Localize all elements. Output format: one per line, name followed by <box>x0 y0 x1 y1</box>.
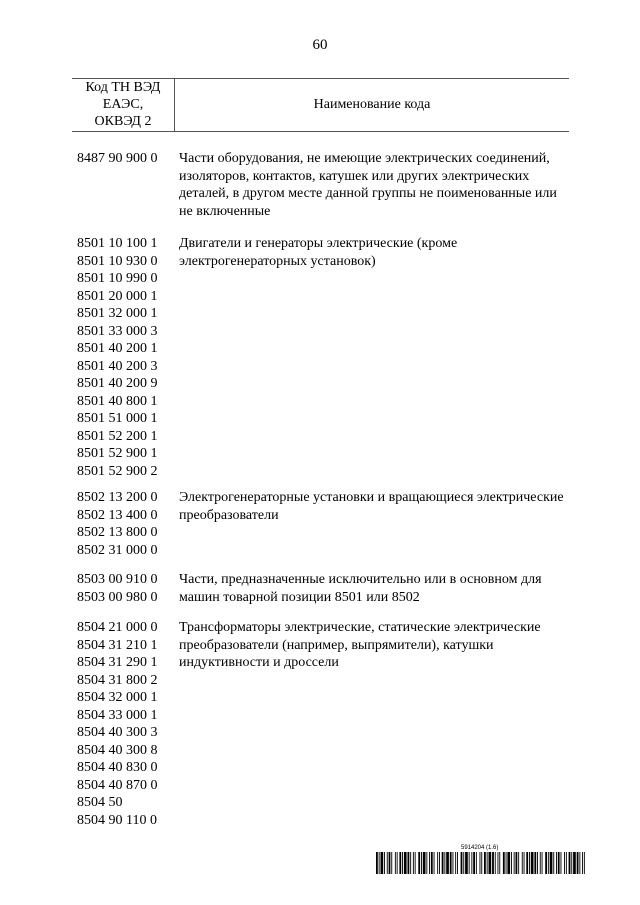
code-item: 8502 13 400 0 <box>77 507 158 523</box>
code-item: 8504 40 300 3 <box>77 725 158 740</box>
code-item: 8504 31 290 1 <box>77 655 158 670</box>
code-description: Части, предназначенные исключительно или в основном для машин товарной позиции 8501 или 8502 <box>179 572 542 605</box>
code-item: 8501 52 900 1 <box>77 446 158 461</box>
barcode-image <box>376 852 587 874</box>
code-item: 8501 52 200 1 <box>77 428 158 444</box>
code-item: 8501 33 000 3 <box>77 323 158 339</box>
code-list <box>77 235 177 480</box>
footer <box>376 844 587 874</box>
code-list <box>77 489 177 559</box>
code-item: 8501 32 000 1 <box>77 306 158 321</box>
code-item: 8501 51 000 1 <box>77 411 158 426</box>
code-item: 8503 00 910 0 <box>77 572 158 587</box>
code-item: 8504 33 000 1 <box>77 707 158 723</box>
header-code-line: ОКВЭД 2 <box>94 114 152 129</box>
header-code-line: ЕАЭС, <box>102 97 144 112</box>
code-item: 8504 90 110 0 <box>77 812 157 828</box>
table-header <box>72 78 569 132</box>
document-code: 5914204 (1.6) <box>461 845 499 851</box>
code-item: 8501 10 100 1 <box>77 236 158 251</box>
code-item: 8504 31 800 2 <box>77 672 158 688</box>
code-item: 8487 90 900 0 <box>77 151 158 166</box>
code-item: 8501 40 800 1 <box>77 393 158 409</box>
code-item: 8504 40 870 0 <box>77 777 158 793</box>
code-item: 8504 32 000 1 <box>77 690 158 705</box>
code-item: 8504 31 210 1 <box>77 637 158 653</box>
code-description: Двигатели и генераторы электрические (кроме электрогенераторных установок) <box>179 236 458 269</box>
code-item: 8502 13 800 0 <box>77 525 158 540</box>
code-item: 8501 40 200 9 <box>77 376 158 391</box>
code-description: Трансформаторы электрические, статические электрические преобразователи (например, выпрямители), катушки индуктивности и дроссели <box>179 620 541 670</box>
code-list <box>77 619 177 829</box>
code-list <box>77 150 177 168</box>
code-item: 8501 52 900 2 <box>77 463 158 479</box>
code-item: 8504 40 300 8 <box>77 742 158 758</box>
code-item: 8504 21 000 0 <box>77 620 158 635</box>
header-code-column <box>72 79 175 131</box>
code-list <box>77 571 177 606</box>
code-item: 8502 31 000 0 <box>77 542 158 558</box>
code-item: 8501 10 990 0 <box>77 271 158 286</box>
code-item: 8501 40 200 3 <box>77 358 158 374</box>
code-item: 8503 00 980 0 <box>77 589 158 605</box>
header-name-column: Наименование кода <box>313 97 431 112</box>
header-code-line: Код ТН ВЭД <box>85 80 161 95</box>
code-item: 8501 40 200 1 <box>77 341 158 356</box>
code-item: 8504 40 830 0 <box>77 760 158 775</box>
code-item: 8501 10 930 0 <box>77 253 158 269</box>
page-number: 60 <box>312 37 328 53</box>
code-description: Части оборудования, не имеющие электрических соединений, изоляторов, контактов, катушек или других электрических деталей, в другом месте данной группы не поименованные или не включенные <box>179 151 557 219</box>
code-description: Электрогенераторные установки и вращающиеся электрические преобразователи <box>179 490 564 523</box>
code-item: 8504 50 <box>77 795 123 810</box>
code-item: 8501 20 000 1 <box>77 288 158 304</box>
code-item: 8502 13 200 0 <box>77 490 158 505</box>
